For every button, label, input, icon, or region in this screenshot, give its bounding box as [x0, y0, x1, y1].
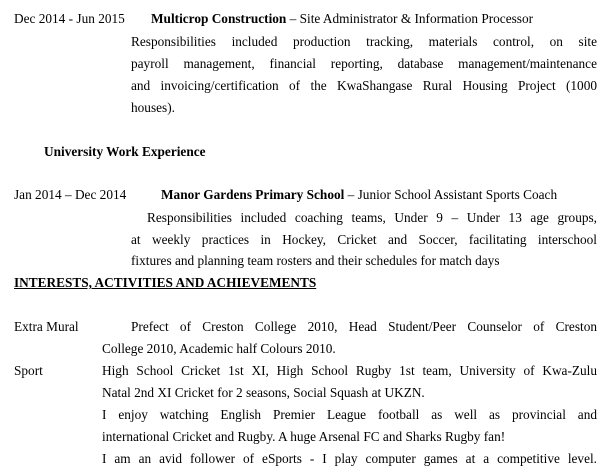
- sport-line: international Cricket and Rugby. A huge Arsenal FC and Sharks Rugby fan!: [102, 429, 506, 444]
- sport-label: Sport: [14, 363, 43, 378]
- university-section-title: University Work Experience: [44, 144, 206, 159]
- description-line: Responsibilities included production tracking, materials control, on site: [131, 34, 597, 49]
- interests-heading: INTERESTS, ACTIVITIES AND ACHIEVEMENTS: [14, 275, 317, 290]
- sport-line: Natal 2nd XI Cricket for 2 seasons, Social Squash at UKZN.: [102, 385, 425, 400]
- description-line: payroll management, financial reporting, database management/maintenance: [131, 56, 597, 71]
- manor-description-line-3: fixtures and planning team rosters and their schedules for match days: [131, 253, 500, 268]
- multicrop-dates: Dec 2014 - Jun 2015: [14, 11, 125, 26]
- multicrop-heading: [151, 8, 533, 30]
- manor-employer: Manor Gardens Primary School: [161, 187, 345, 202]
- multicrop-role: – Site Administrator & Information Processor: [289, 11, 534, 26]
- manor-description-line-2: at weekly practices in Hockey, Cricket and Soccer, facilitating interschool: [131, 232, 597, 247]
- sport-line: High School Cricket 1st XI, High School Rugby 1st team, University of Kwa-Zulu: [102, 363, 597, 378]
- sport-line: I enjoy watching English Premier League football as well as provincial and: [102, 407, 597, 422]
- multicrop-employer: Multicrop Construction: [151, 11, 287, 26]
- extra-mural-line-1: Prefect of Creston College 2010, Head Student/Peer Counselor of Creston: [131, 319, 597, 334]
- description-line: and invoicing/certification of the KwaShangase Rural Housing Project (1000: [131, 78, 597, 93]
- description-line: houses).: [131, 100, 175, 115]
- sport-line: I am an avid follower of eSports - I play computer games at a competitive level.: [102, 451, 597, 466]
- manor-role: – Junior School Assistant Sports Coach: [347, 187, 558, 202]
- manor-description-line-1: Responsibilities included coaching teams, Under 9 – Under 13 age groups,: [147, 210, 597, 225]
- manor-dates: Jan 2014 – Dec 2014: [14, 187, 127, 202]
- extra-mural-line-2: College 2010, Academic half Colours 2010.: [102, 341, 336, 356]
- extra-mural-label: Extra Mural: [14, 319, 79, 334]
- manor-heading: [161, 184, 557, 206]
- sport-description: [102, 360, 597, 470]
- multicrop-description: [131, 31, 597, 119]
